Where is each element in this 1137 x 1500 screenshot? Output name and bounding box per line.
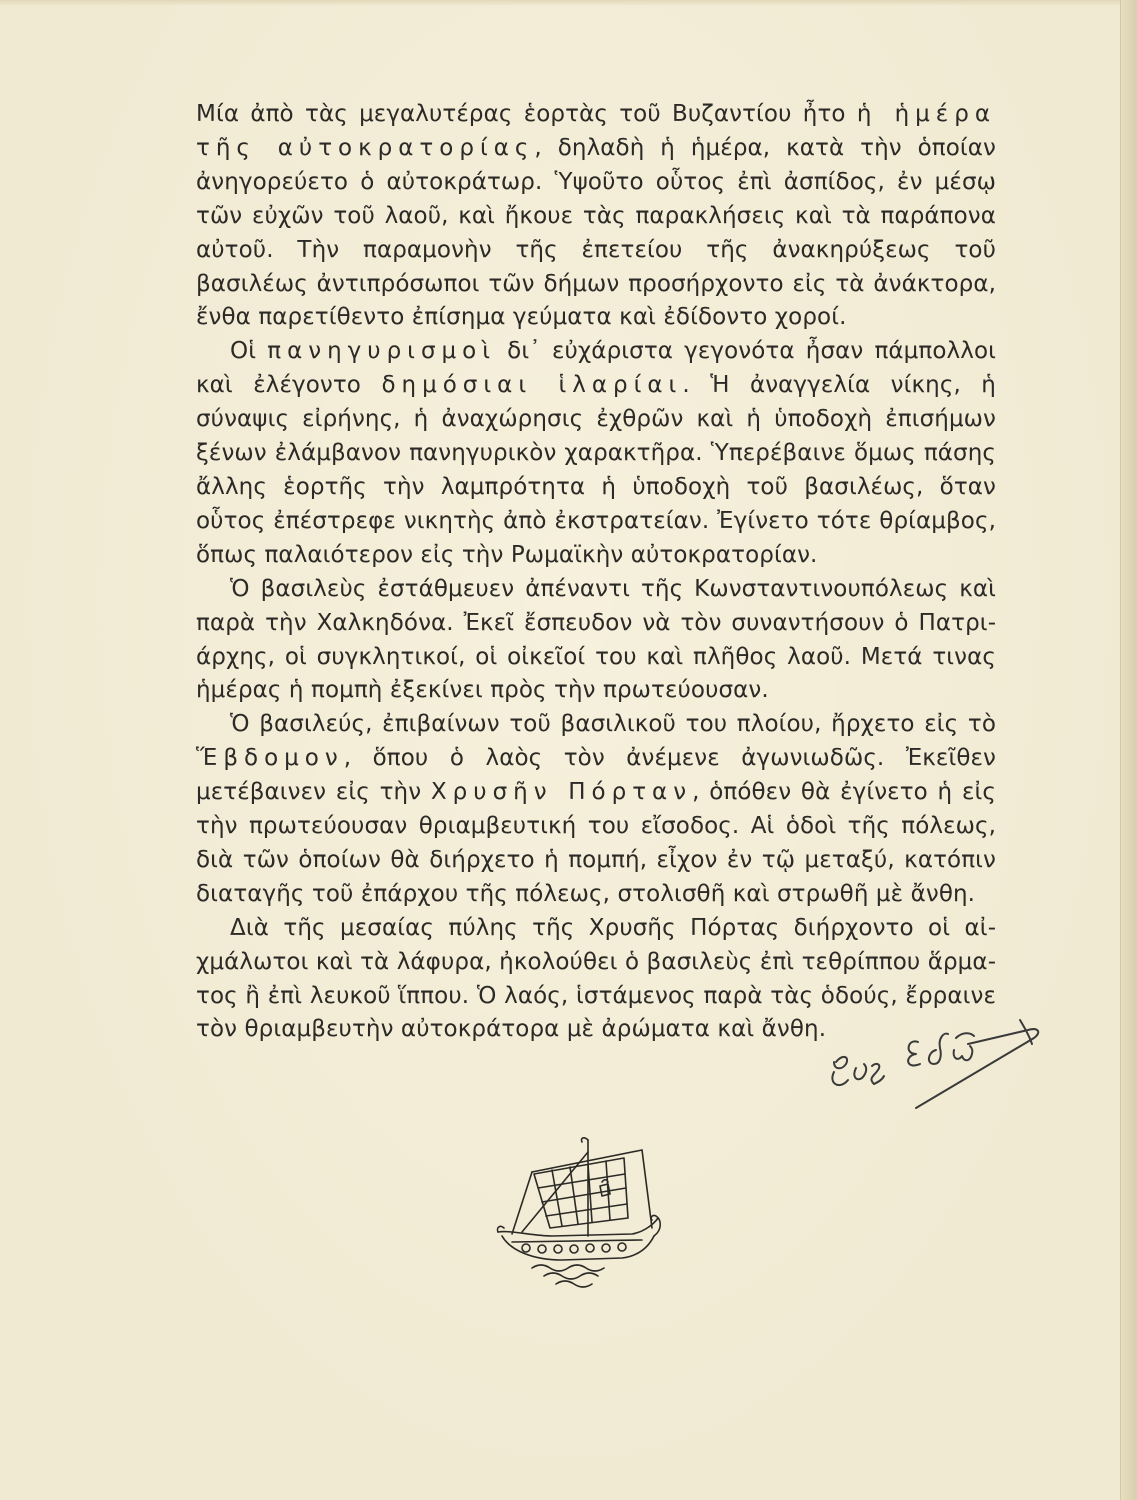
text-run: Μία ἀπὸ τὰς μεγαλυτέρας ἑορτὰς τοῦ Βυζαντίου ἦτο: [196, 101, 857, 127]
emphasis-spaced-text: ἡ ἡμέρα τῆς αὐτοκρατορίας: [196, 101, 996, 161]
paragraph: [196, 708, 996, 911]
text-run: Ὁ βασιλεύς, ἐπιβαίνων τοῦ βασιλικοῦ του πλοίου, ἤρχετο εἰς τὸ: [230, 711, 996, 738]
emphasis-spaced-text: δημόσιαι ἱλαρίαι: [381, 372, 683, 399]
text-run: , δηλαδὴ ἡ ἡμέρα, κατὰ τὴν ὁποίαν ἀνηγορεύετο ὁ αὐτοκράτωρ. Ὑψοῦτο οὗτος ἐπὶ ἀσπίδος, ἐν μέσῳ τῶν εὐχῶν τοῦ λαοῦ, καὶ ἤκουε τὰς παρακλήσεις καὶ τὰ παράπονα αὐτοῦ. Τὴν παραμονὴν τῆς ἐπετείου τῆς ἀνακηρύξεως τοῦ βασιλέως ἀντιπρόσωποι τῶν δήμων προσήρχοντο εἰς τὰ ἀνάκτορα, ἔνθα παρετίθεντο ἐπίσημα γεύματα καὶ ἐδίδοντο χοροί.: [196, 134, 996, 331]
page-binding-edge: [1120, 0, 1137, 1500]
emphasis-spaced-text: Χρυσῆν Πόρταν: [430, 779, 693, 806]
text-run: δι᾽ εὐχάριστα γεγονότα ἦσαν πάμπολλοι καὶ ἐλέγοντο: [196, 338, 996, 399]
page-top-edge: [0, 0, 1137, 6]
ship-illustration: [492, 1132, 662, 1292]
text-run: , ὁπόθεν θὰ ἐγίνετο ἡ εἰς τὴν πρωτεύουσαν θριαμβευτική του εἴσοδος. Αἱ ὁδοὶ τῆς πόλεως, διὰ τῶν ὁποίων θὰ διήρχετο ἡ πομπή, εἶχον ἐν τῷ μεταξύ, κατόπιν διαταγῆς τοῦ ἐπάρχου τῆς πόλεως, στολισθῆ καὶ στρωθῆ μὲ ἄνθη.: [196, 779, 996, 907]
paragraph: [196, 98, 996, 335]
text-run: , ὅπου ὁ λαὸς τὸν ἀνέμενε ἀγωνιωδῶς. Ἐκεῖθεν μετέβαινεν εἰς τὴν: [196, 745, 996, 806]
emphasis-spaced-text: πανηγυρισμοὶ: [267, 338, 497, 365]
handwritten-note: [808, 1010, 1068, 1120]
emphasis-spaced-text: Ἕβδομον: [196, 745, 344, 772]
paragraph: [196, 573, 996, 709]
text-run: Οἱ: [230, 338, 268, 365]
text-run: . Ἡ ἀναγγελία νίκης, ἡ σύναψις εἰρήνης, ἡ ἀναχώρησις ἐχθρῶν καὶ ἡ ὑποδοχὴ ἐπισήμων ξένων ἐλάμβανον πανηγυρικὸν χαρακτῆρα. Ὑπερέβαινε ὅμως πάσης ἄλλης ἑορτῆς τὴν λαμπρότητα ἡ ὑποδοχὴ τοῦ βασιλέως, ὅταν οὗτος ἐπέστρεφε νικητὴς ἀπὸ ἐκστρατείαν. Ἐγίνετο τότε θρίαμβος, ὅπως παλαιότερον εἰς τὴν Ρωμαϊκὴν αὐτοκρατορίαν.: [196, 372, 996, 568]
paragraph: [196, 335, 996, 572]
text-run: Διὰ τῆς μεσαίας πύλης τῆς Χρυσῆς Πόρτας διήρχοντο οἱ αἰχμάλωτοι καὶ τὰ λάφυρα, ἠκολούθει ὁ βασιλεὺς ἐπὶ τεθρίππου ἅρματος ἢ ἐπὶ λευκοῦ ἵππου. Ὁ λαός, ἱστάμενος παρὰ τὰς ὁδούς, ἔρραινε τὸν θριαμβευτὴν αὐτοκράτορα μὲ ἀρώματα καὶ ἄνθη.: [196, 914, 996, 1043]
body-text: [196, 98, 996, 1047]
text-run: Ὁ βασιλεὺς ἐστάθμευεν ἀπέναντι τῆς Κωνσταντινουπόλεως καὶ παρὰ τὴν Χαλκηδόνα. Ἐκεῖ ἔσπευδον νὰ τὸν συναντήσουν ὁ Πατριάρχης, οἱ συγκλητικοί, οἱ οἰκεῖοί του καὶ πλῆθος λαοῦ. Μετά τινας ἡμέρας ἡ πομπὴ ἐξεκίνει πρὸς τὴν πρωτεύουσαν.: [196, 575, 996, 704]
